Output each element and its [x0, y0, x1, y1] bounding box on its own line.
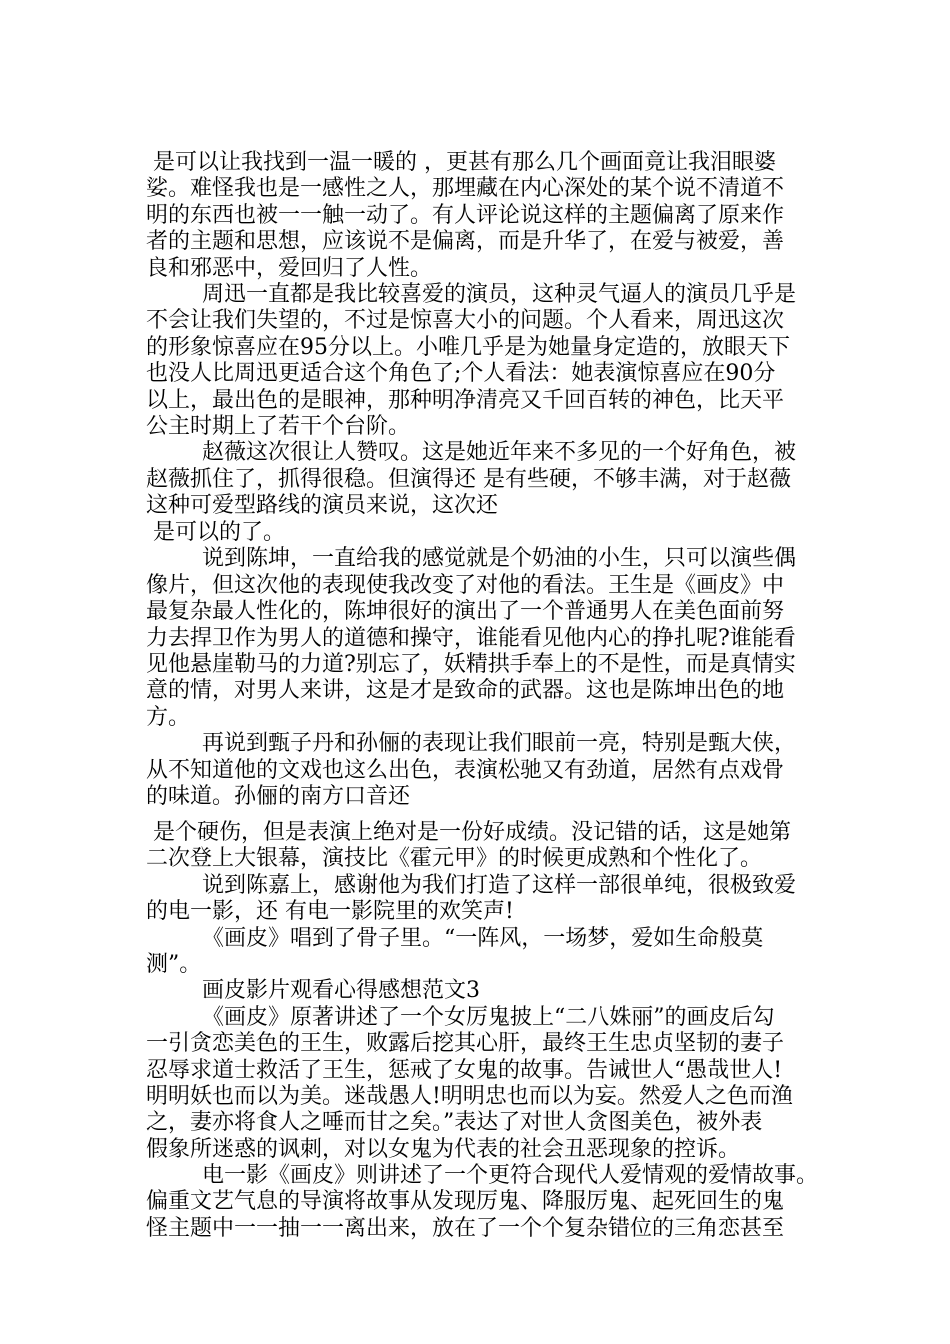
text-line: 明的东西也被一一触一动了。有人评论说这样的主题偏离了原来作 — [146, 202, 785, 228]
text-line: 周迅一直都是我比较喜爱的演员，这种灵气逼人的演员几乎是 — [146, 281, 796, 307]
text-line: 假象所迷惑的讽刺，对以女鬼为代表的社会丑恶现象的控诉。 — [146, 1136, 741, 1162]
text-line: 以上，最出色的是眼神，那种明净清亮又千回百转的神色，比天平 — [146, 387, 785, 413]
text-line: 说到陈嘉上，感谢他为我们打造了这样一部很单纯，很极致爱 — [146, 872, 796, 898]
text-line: 意的情，对男人来讲，这是才是致命的武器。这也是陈坤出色的地 — [146, 678, 785, 704]
text-line: 的味道。孙俪的南方口音还 — [146, 783, 411, 809]
text-line: 赵薇这次很让人赞叹。这是她近年来不多见的一个好角色，被 — [146, 440, 796, 466]
text-line: 偏重文艺气息的导演将故事从发现厉鬼、降服厉鬼、起死回生的鬼 — [146, 1189, 785, 1215]
text-line: 良和邪恶中，爱回归了人性。 — [146, 255, 433, 281]
text-line: 见他悬崖勒马的力道?别忘了，妖精拱手奉上的不是性，而是真情实 — [146, 651, 796, 677]
text-line: 是可以的了。 — [146, 520, 285, 545]
text-line: 《画皮》原著讲述了一个女厉鬼披上“二八姝丽”的画皮后勾 — [146, 1004, 775, 1030]
text-line: 忍辱求道士救活了王生，惩戒了女鬼的故事。告诫世人“愚哉世人! — [146, 1057, 783, 1083]
text-line: 怪主题中一一抽一一离出来，放在了一个个复杂错位的三角恋甚至 — [146, 1215, 785, 1241]
text-line: 是个硬伤，但是表演上绝对是一份好成绩。没记错的话，这是她第 — [146, 820, 791, 845]
text-line: 最复杂最人性化的，陈坤很好的演出了一个普通男人在美色面前努 — [146, 599, 785, 625]
text-block-3 — [146, 820, 826, 1242]
text-line: 赵薇抓住了，抓得很稳。但演得还 是有些硬，不够丰满，对于赵薇 — [146, 466, 791, 492]
text-block-1 — [146, 150, 826, 519]
text-line: 是可以让我找到一温一暖的 ，更甚有那么几个画面竟让我泪眼婆 — [146, 150, 776, 175]
text-line: 娑。难怪我也是一感性之人，那埋藏在内心深处的某个说不清道不 — [146, 176, 785, 202]
text-line: 电一影《画皮》则讲述了一个更符合现代人爱情观的爱情故事。 — [146, 1163, 818, 1189]
text-block-2 — [146, 520, 826, 810]
text-line: 明明妖也而以为美。迷哉愚人!明明忠也而以为妄。然爱人之色而渔 — [146, 1083, 793, 1109]
text-line: 测”。 — [146, 951, 202, 977]
text-line: 方。 — [146, 704, 191, 730]
text-line: 再说到甄子丹和孙俪的表现让我们眼前一亮，特别是甄大侠， — [146, 731, 796, 757]
text-line: 公主时期上了若干个台阶。 — [146, 413, 411, 439]
text-line: 说到陈坤，一直给我的感觉就是个奶油的小生，只可以演些偶 — [146, 546, 796, 572]
text-line: 《画皮》唱到了骨子里。“一阵风，一场梦，爱如生命般莫 — [146, 925, 764, 951]
text-line: 一引贪恋美色的王生，败露后挖其心肝，最终王生忠贞坚韧的妻子 — [146, 1031, 785, 1057]
text-line: 的电一影，还 有电一影院里的欢笑声! — [146, 899, 514, 925]
text-line: 者的主题和思想，应该说不是偏离，而是升华了，在爱与被爱，善 — [146, 229, 785, 255]
text-line: 也没人比周迅更适合这个角色了;个人看法：她表演惊喜应在90分 — [146, 361, 776, 387]
text-line: 像片，但这次他的表现使我改变了对他的看法。王生是《画皮》中 — [146, 572, 785, 598]
text-line: 二次登上大银幕，演技比《霍元甲》的时候更成熟和个性化了。 — [146, 846, 763, 872]
text-line: 从不知道他的文戏也这么出色，表演松驰又有劲道，居然有点戏骨 — [146, 757, 785, 783]
text-line: 这种可爱型路线的演员来说，这次还 — [146, 493, 499, 519]
text-line: 力去捍卫作为男人的道德和操守，谁能看见他内心的挣扎呢?谁能看 — [146, 625, 796, 651]
text-line: 不会让我们失望的，不过是惊喜大小的问题。个人看来，周迅这次 — [146, 308, 785, 334]
text-line: 的形象惊喜应在95分以上。小唯几乎是为她量身定造的，放眼天下 — [146, 334, 790, 360]
text-line: 画皮影片观看心得感想范文3 — [146, 978, 480, 1004]
text-line: 之，妻亦将食人之唾而甘之矣。”表达了对世人贪图美色，被外表 — [146, 1110, 763, 1136]
